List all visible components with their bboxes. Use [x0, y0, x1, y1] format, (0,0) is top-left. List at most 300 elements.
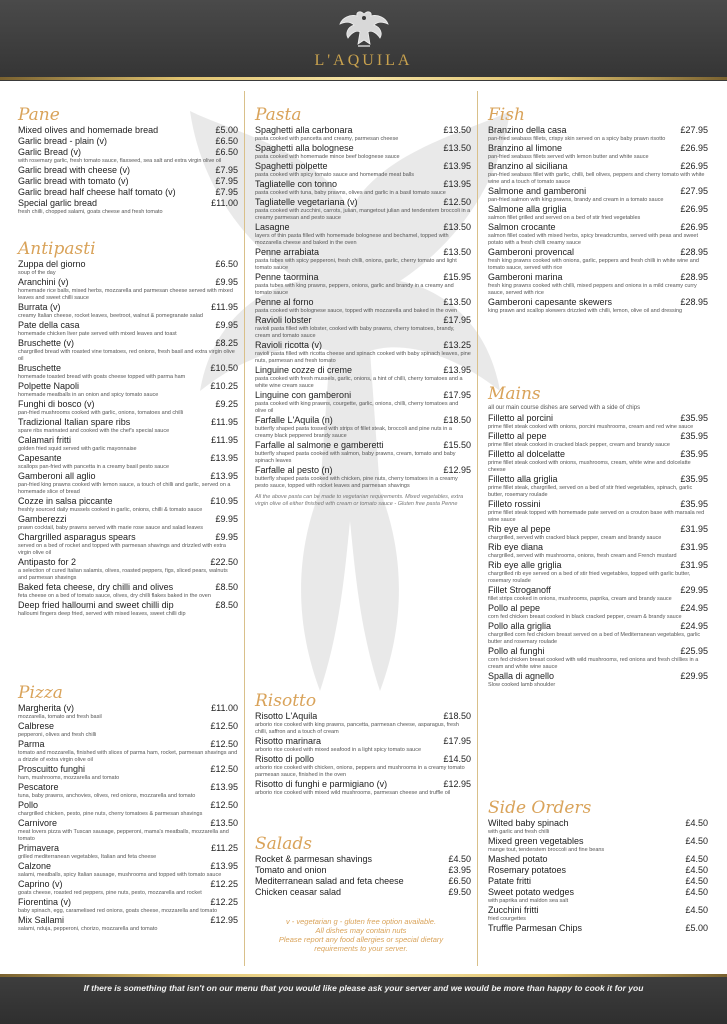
menu-item-description: prime fillet steak cooked in cracked black pepper, cream and brandy sauce: [488, 442, 670, 448]
menu-item-description: pan-fried king prawns cooked with lemon sauce, a touch of chilli and garlic, served on a homemade slice of bread: [18, 482, 231, 495]
menu-item: [488, 449, 708, 474]
menu-item-name: Fiorentina (v): [18, 897, 72, 907]
menu-item-name: Filletto al pepe: [488, 431, 547, 441]
menu-item-name: Farfalle al salmone e gamberetti: [255, 440, 384, 450]
menu-item-name: Gamberoni marina: [488, 272, 563, 282]
menu-item-name: Calamari fritti: [18, 435, 72, 445]
menu-item-row: [488, 272, 708, 283]
menu-item: [488, 887, 708, 905]
menu-item-name: Pate della casa: [18, 320, 80, 330]
menu-item-price: £7.95: [215, 176, 238, 186]
menu-item-name: Spaghetti polpette: [255, 161, 328, 171]
dietary-legend: [247, 917, 475, 953]
menu-item: [18, 176, 238, 187]
menu-item-name: Zucchini fritti: [488, 905, 539, 915]
section-pizza: [18, 683, 238, 933]
menu-item-row: [255, 340, 471, 351]
menu-item-description: chargrilled chicken, pesto, pine nuts, cherry tomatoes & parmesan shavings: [18, 811, 203, 817]
menu-item: [255, 736, 471, 754]
menu-item-row: [18, 147, 238, 158]
menu-item-row: [488, 560, 708, 571]
menu-item: [255, 143, 471, 161]
menu-item-price: £11.00: [211, 198, 238, 208]
menu-item-row: [255, 736, 471, 747]
menu-item-row: [255, 876, 471, 887]
menu-item-price: £26.95: [680, 143, 708, 153]
menu-item-row: [488, 887, 708, 898]
menu-item-description: chargrilled, served with cracked black pepper, cream and brandy sauce: [488, 535, 662, 541]
menu-item-name: Salmon crocante: [488, 222, 556, 232]
footer-message: If there is something that isn't on our menu that you would like please ask your server and we would be more than happy to cook it for you: [83, 983, 644, 993]
menu-item-name: Rocket & parmesan shavings: [255, 854, 373, 864]
menu-item-price: £12.25: [210, 879, 238, 889]
menu-item-row: [488, 222, 708, 233]
menu-item-description: fried courgettes: [488, 916, 526, 922]
menu-item-price: £4.50: [685, 854, 708, 864]
menu-item-name: Branzino al limone: [488, 143, 563, 153]
menu-item: [255, 854, 471, 865]
menu-item-description: goats cheese, roasted red peppers, pine nuts, pesto, mozzarella and rocket: [18, 890, 202, 896]
section-title-antipasti: Antipasti: [18, 239, 96, 259]
menu-item: [18, 165, 238, 176]
menu-item-price: £4.50: [685, 818, 708, 828]
menu-item-name: Aranchini (v): [18, 277, 69, 287]
menu-item-description: pasta cooked with king prawns, courgette, garlic, onions, chilli, cherry tomatoes and olive oil: [255, 401, 459, 414]
menu-item: [488, 876, 708, 887]
menu-item-row: [488, 854, 708, 865]
menu-item-name: Sweet potato wedges: [488, 887, 575, 897]
menu-item: [18, 703, 238, 721]
menu-item-description: ravioli pasta filled with lobster, cooked with baby prawns, cherry tomatoes, brandy, cream and tomato sauce: [255, 326, 455, 339]
menu-item-name: Tagliatelle con tonno: [255, 179, 338, 189]
menu-item-price: £13.95: [443, 365, 471, 375]
menu-item-description: butterfly shaped pasta cooked with chicken, pine nuts, cherry tomatoes in a creamy pesto sauce, topped with rocket leaves and parmesan shavings: [255, 476, 458, 489]
menu-item-row: [255, 854, 471, 865]
menu-item-description: pepperoni, olives and fresh chilli: [18, 732, 97, 738]
menu-item-row: [255, 887, 471, 898]
menu-item-name: Rib eye diana: [488, 542, 544, 552]
menu-item-name: Rib eye al pepe: [488, 524, 551, 534]
menu-item-description: pasta cooked with pancetta and creamy, parmesan cheese: [255, 136, 399, 142]
menu-item-name: Tradizional Italian spare ribs: [18, 417, 131, 427]
menu-item-name: Lasagne: [255, 222, 290, 232]
menu-item-price: £12.50: [443, 197, 471, 207]
menu-item-row: [488, 204, 708, 215]
menu-item-description: pasta cooked with fresh mussels, garlic, onions, a hint of chilli, cherry tomatoes and a white wine cream sauce: [255, 376, 463, 389]
menu-item-name: Linguine con gamberoni: [255, 390, 352, 400]
menu-item-name: Pollo: [18, 800, 39, 810]
menu-item-description: arborio rice cooked with king prawns, pancetta, parmesan cheese, asparagus, fresh chilli, saffron and a touch of cream: [255, 722, 459, 735]
menu-item-name: Wilted baby spinach: [488, 818, 569, 828]
menu-item: [488, 524, 708, 542]
menu-item-name: Spaghetti alla bolognese: [255, 143, 354, 153]
menu-item: [488, 603, 708, 621]
menu-item-price: £15.95: [443, 272, 471, 282]
menu-item-price: £13.95: [210, 861, 238, 871]
menu-item-name: Proscuitto funghi: [18, 764, 86, 774]
menu-item-description: homemade toasted bread with goats cheese topped with parma ham: [18, 374, 186, 380]
menu-item-name: Primavera: [18, 843, 60, 853]
menu-item: [488, 671, 708, 689]
menu-item-name: Cozze in salsa piccante: [18, 496, 113, 506]
menu-item-description: pan-fried seabass fillets served with lemon butter and white sauce: [488, 154, 649, 160]
menu-item-row: [488, 865, 708, 876]
menu-item-price: £29.95: [680, 585, 708, 595]
menu-item-description: corn fed chicken breast cooked in black cracked pepper, cream & brandy sauce: [488, 614, 682, 620]
menu-item: [488, 143, 708, 161]
menu-item-row: [488, 671, 708, 682]
menu-item-name: Caprino (v): [18, 879, 63, 889]
menu-item-description: ham, mushrooms, mozzarella and tomato: [18, 775, 120, 781]
menu-item: [18, 897, 238, 915]
menu-item-name: Bruschette: [18, 363, 62, 373]
menu-item-name: Deep fried halloumi and sweet chilli dip: [18, 600, 174, 610]
menu-item-price: £9.95: [215, 532, 238, 542]
menu-item-name: Branzino al siciliana: [488, 161, 568, 171]
menu-item-price: £17.95: [443, 315, 471, 325]
menu-item-row: [18, 471, 238, 482]
section-side-orders: [488, 798, 708, 934]
menu-item: [488, 646, 708, 671]
menu-item-price: £6.50: [448, 876, 471, 886]
menu-item-row: [255, 272, 471, 283]
menu-item-description: homemade rice balls, mixed herbs, mozzarella and parmesan cheese served with mixed leaves and sweet chilli sauce: [18, 288, 233, 301]
legend-line: All dishes may contain nuts: [315, 926, 407, 935]
menu-item-price: £11.95: [211, 435, 238, 445]
menu-item-description: mozzarella, tomato and fresh basil: [18, 714, 102, 720]
menu-item-description: fresh king prawns cooked with onions, garlic, peppers and fresh chilli in white wine and tomato sauce, served with rice: [488, 258, 699, 271]
menu-item-name: Ravioli lobster: [255, 315, 312, 325]
menu-item-name: Filletto al dolcelatte: [488, 449, 566, 459]
menu-item-price: £27.95: [680, 125, 708, 135]
menu-item-price: £5.00: [215, 125, 238, 135]
menu-item-row: [18, 557, 238, 568]
menu-item: [18, 782, 238, 800]
menu-item: [255, 887, 471, 898]
menu-item-row: [18, 582, 238, 593]
menu-item-description: ravioli pasta filled with ricotta cheese and spinach cooked with baby spinach leaves, pine nuts, parmesan and fresh tomato: [255, 351, 471, 364]
menu-item-description: creamy Italian cheese, rocket leaves, beetroot, walnut & pomegranate salad: [18, 313, 203, 319]
menu-item-price: £13.50: [443, 297, 471, 307]
menu-item-price: £12.50: [210, 739, 238, 749]
menu-item-row: [18, 496, 238, 507]
menu-item: [488, 186, 708, 204]
menu-item-price: £9.95: [215, 514, 238, 524]
menu-item-row: [18, 176, 238, 187]
menu-item-price: £17.95: [443, 390, 471, 400]
menu-item-description: pasta cooked with zucchini, carrots, julian, mangetout julian and tenderstem broccoli in a creamy parmesan and pesto sauce: [255, 208, 471, 221]
menu-item: [255, 779, 471, 797]
menu-item: [18, 363, 238, 381]
menu-item-name: Spalla di agnello: [488, 671, 555, 681]
menu-item: [18, 381, 238, 399]
menu-item-description: scallops pan-fried with pancetta in a creamy basil pesto sauce: [18, 464, 170, 470]
menu-item: [255, 297, 471, 315]
menu-item-price: £13.95: [443, 161, 471, 171]
menu-item-price: £12.50: [210, 764, 238, 774]
menu-item-row: [18, 417, 238, 428]
menu-item-row: [488, 431, 708, 442]
menu-item-price: £11.95: [211, 417, 238, 427]
menu-item: [18, 800, 238, 818]
menu-item-price: £5.00: [685, 923, 708, 933]
menu-item-row: [255, 297, 471, 308]
menu-item-name: Risotto L'Aquila: [255, 711, 318, 721]
menu-item-name: Funghi di bosco (v): [18, 399, 95, 409]
menu-item-row: [255, 754, 471, 765]
menu-item-row: [18, 198, 238, 209]
menu-item-name: Pollo al pepe: [488, 603, 541, 613]
menu-item-name: Gamberoni provencal: [488, 247, 575, 257]
menu-item-name: Capesante: [18, 453, 62, 463]
menu-item-row: [18, 363, 238, 374]
section-fish: [488, 105, 708, 315]
menu-item-price: £28.95: [680, 297, 708, 307]
menu-item: [255, 247, 471, 272]
menu-item-price: £25.95: [680, 646, 708, 656]
menu-item-price: £15.50: [443, 440, 471, 450]
menu-item: [488, 923, 708, 934]
menu-item: [488, 272, 708, 297]
menu-item-row: [488, 542, 708, 553]
menu-item-price: £26.95: [680, 161, 708, 171]
menu-item: [18, 721, 238, 739]
menu-item: [18, 302, 238, 320]
menu-item-price: £4.50: [685, 905, 708, 915]
menu-item-description: arborio rice cooked with mixed seafood in a light spicy tomato sauce: [255, 747, 422, 753]
menu-item-row: [255, 365, 471, 376]
menu-item: [18, 514, 238, 532]
menu-item: [18, 861, 238, 879]
menu-item-row: [18, 277, 238, 288]
menu-item: [18, 198, 238, 216]
menu-item-description: arborio rice cooked with mixed wild mushrooms, parmesan cheese and truffle oil: [255, 790, 451, 796]
menu-item-name: Special garlic bread: [18, 198, 98, 208]
footer: [0, 977, 727, 1024]
menu-item-row: [18, 381, 238, 392]
menu-item-row: [488, 818, 708, 829]
menu-item-row: [488, 499, 708, 510]
menu-item-row: [488, 297, 708, 308]
menu-item-name: Branzino della casa: [488, 125, 567, 135]
legend-line: requirements to your server.: [314, 944, 408, 953]
section-title-salads: Salads: [255, 834, 312, 854]
menu-item: [488, 125, 708, 143]
menu-item-price: £10.50: [210, 363, 238, 373]
menu-item-row: [18, 879, 238, 890]
menu-item-row: [18, 739, 238, 750]
menu-item-description: golden fried squid served with garlic mayonnaise: [18, 446, 137, 452]
menu-item-name: Burrata (v): [18, 302, 61, 312]
menu-item-price: £35.95: [680, 413, 708, 423]
gold-divider-top: [0, 77, 727, 80]
menu-item-description: homemade chicken liver pate served with mixed leaves and toast: [18, 331, 177, 337]
menu-item: [488, 854, 708, 865]
menu-item-row: [18, 532, 238, 543]
menu-item-name: Chargrilled asparagus spears: [18, 532, 136, 542]
menu-item-description: prawn cocktail, baby prawns served with marie rose sauce and salad leaves: [18, 525, 203, 531]
menu-item-row: [18, 915, 238, 926]
menu-item-description: fresh king prawns cooked with chilli, mixed peppers and onions in a mild creamy curry sauce, served with rice: [488, 283, 697, 296]
menu-item-price: £31.95: [680, 524, 708, 534]
menu-item-description: pasta tubes with king prawns, peppers, onions, garlic and brandy in a creamy and tomato sauce: [255, 283, 454, 296]
menu-item: [18, 496, 238, 514]
menu-item-price: £13.50: [443, 222, 471, 232]
menu-item: [255, 440, 471, 465]
menu-item-price: £4.50: [448, 854, 471, 864]
menu-item-row: [488, 449, 708, 460]
menu-item-price: £6.50: [215, 136, 238, 146]
menu-item: [488, 542, 708, 560]
menu-item-price: £12.50: [210, 800, 238, 810]
menu-item-description: spare ribs marinated and cooked with the chef's special sauce: [18, 428, 170, 434]
menu-item-name: Pescatore: [18, 782, 59, 792]
menu-item-price: £13.50: [443, 247, 471, 257]
menu-item-name: Penne taormina: [255, 272, 319, 282]
menu-item-description: a selection of cured Italian salamis, olives, roasted peppers, figs, sliced pears, walnuts and parmesan shavings: [18, 568, 228, 581]
menu-item: [18, 320, 238, 338]
menu-item: [488, 905, 708, 923]
menu-item-description: pasta cooked with homemade mince beef bolognese sauce: [255, 154, 400, 160]
menu-item: [255, 161, 471, 179]
menu-item-row: [18, 703, 238, 714]
menu-item-price: £35.95: [680, 431, 708, 441]
menu-item-name: Spaghetti alla carbonara: [255, 125, 353, 135]
menu-item: [18, 582, 238, 600]
menu-item-price: £29.95: [680, 671, 708, 681]
menu-item-price: £13.50: [210, 818, 238, 828]
menu-item-row: [18, 320, 238, 331]
menu-column-left: [10, 81, 242, 974]
menu-item-price: £11.95: [211, 302, 238, 312]
menu-item-price: £35.95: [680, 499, 708, 509]
menu-item: [18, 843, 238, 861]
menu-item-row: [488, 247, 708, 258]
menu-item-row: [255, 222, 471, 233]
menu-item: [488, 222, 708, 247]
menu-item-row: [488, 836, 708, 847]
menu-item-price: £8.50: [215, 582, 238, 592]
menu-item-name: Antipasto for 2: [18, 557, 77, 567]
item-list: [255, 125, 471, 490]
menu-item: [488, 865, 708, 876]
menu-item: [255, 711, 471, 736]
menu-item-name: Farfalle L'Aquila (n): [255, 415, 333, 425]
menu-item-row: [18, 721, 238, 732]
menu-item-name: Patate fritti: [488, 876, 532, 886]
menu-item-name: Risotto di funghi e parmigiano (v): [255, 779, 388, 789]
menu-item-row: [255, 440, 471, 451]
menu-item-description: pan-fried mushrooms cooked with garlic, onions, tomatoes and chilli: [18, 410, 184, 416]
menu-item: [488, 431, 708, 449]
menu-item-name: Linguine cozze di creme: [255, 365, 353, 375]
section-mains: [488, 384, 708, 689]
menu-item: [18, 187, 238, 198]
menu-item-row: [18, 897, 238, 908]
menu-column-right: [480, 81, 712, 974]
column-divider: [477, 91, 478, 966]
menu-item-name: Risotto di pollo: [255, 754, 315, 764]
menu-item-price: £11.25: [211, 843, 238, 853]
menu-item-row: [18, 435, 238, 446]
header: [0, 0, 727, 78]
menu-item-row: [18, 259, 238, 270]
menu-item: [18, 600, 238, 618]
section-title-risotto: Risotto: [255, 691, 317, 711]
menu-item-price: £9.95: [215, 320, 238, 330]
menu-item-name: Garlic bread half cheese half tomato (v): [18, 187, 176, 197]
menu-item-row: [255, 179, 471, 190]
item-list: [18, 259, 238, 618]
menu-item: [18, 338, 238, 363]
pasta-note: All the above pasta can be made to vegetarian requirements. Mixed vegetables, extra virgin olive oil either finished with cream or tomato sauce - Gluten free pasta Penne: [255, 494, 464, 507]
menu-item-description: butterfly shaped pasta tossed with strips of fillet steak, broccoli and pine nuts in a creamy black peppered brandy sauce: [255, 426, 452, 439]
menu-item-description: salmon fillet coated with mixed herbs, spicy breadcrumbs, served with peas and sweet potato with a fresh chilli creamy sauce: [488, 233, 699, 246]
menu-item-row: [255, 161, 471, 172]
menu-item: [488, 204, 708, 222]
item-list: [18, 703, 238, 933]
menu-item-row: [488, 876, 708, 887]
menu-item-description: soup of the day: [18, 270, 56, 276]
menu-item-name: Zuppa del giorno: [18, 259, 86, 269]
menu-item: [18, 764, 238, 782]
menu-item-description: mange tout, tenderstem broccoli and fine beans: [488, 847, 605, 853]
menu-item-row: [255, 711, 471, 722]
menu-item-price: £10.25: [210, 381, 238, 391]
menu-item: [18, 417, 238, 435]
menu-item: [488, 560, 708, 585]
menu-item-description: pasta cooked with tuna, baby prawns, olives and garlic in a basil tomato sauce: [255, 190, 446, 196]
menu-item-price: £11.00: [211, 703, 238, 713]
menu-item-name: Baked feta cheese, dry chilli and olives: [18, 582, 174, 592]
column-divider: [244, 91, 245, 966]
item-list: [255, 854, 471, 898]
menu-item-description: with rosemary garlic, fresh tomato sauce, flaxseed, sea salt and extra virgin olive oil: [18, 158, 222, 164]
menu-item-name: Filletto alla griglia: [488, 474, 558, 484]
menu-item-row: [18, 861, 238, 872]
menu-item-row: [18, 338, 238, 349]
menu-item-price: £12.95: [443, 465, 471, 475]
menu-item-description: chargrilled corn fed chicken breast served on a bed of Mediterranean vegetables, garlic butter and rosemary roulade: [488, 632, 701, 645]
section-pasta: [255, 105, 471, 508]
menu-item-description: baby spinach, egg, caramelised red onions, goats cheese, mozzarella and tomato: [18, 908, 218, 914]
menu-item: [18, 125, 238, 136]
menu-item: [18, 435, 238, 453]
menu-item-price: £7.95: [215, 187, 238, 197]
menu-item-row: [488, 603, 708, 614]
menu-item-name: Filleto rossini: [488, 499, 541, 509]
menu-item-price: £14.50: [443, 754, 471, 764]
menu-item-name: Salmone alla griglia: [488, 204, 567, 214]
menu-item: [488, 297, 708, 315]
menu-item-description: salami, meatballs, spicy Italian sausage, mushrooms and topped with tomato sauce: [18, 872, 222, 878]
menu-item-description: pasta tubes with spicy pepperoni, fresh chilli, onions, garlic, cherry tomato and light tomato sauce: [255, 258, 457, 271]
section-title-pizza: Pizza: [18, 683, 63, 703]
menu-item-name: Farfalle al pesto (n): [255, 465, 333, 475]
menu-item-price: £13.50: [443, 143, 471, 153]
menu-item-name: Chicken ceasar salad: [255, 887, 342, 897]
menu-item: [255, 315, 471, 340]
section-pane: [18, 105, 238, 216]
menu-item-row: [255, 125, 471, 136]
menu-item-name: Penne al forno: [255, 297, 314, 307]
menu-item-description: prime fillet steak, chargrilled, served on a bed of stir fried vegetables, spinach, garlic butter, rosemary roulade: [488, 485, 693, 498]
menu-item: [18, 136, 238, 147]
menu-item-row: [488, 143, 708, 154]
menu-item-price: £7.95: [215, 165, 238, 175]
menu-item-name: Carnivore: [18, 818, 58, 828]
menu-item-row: [18, 514, 238, 525]
